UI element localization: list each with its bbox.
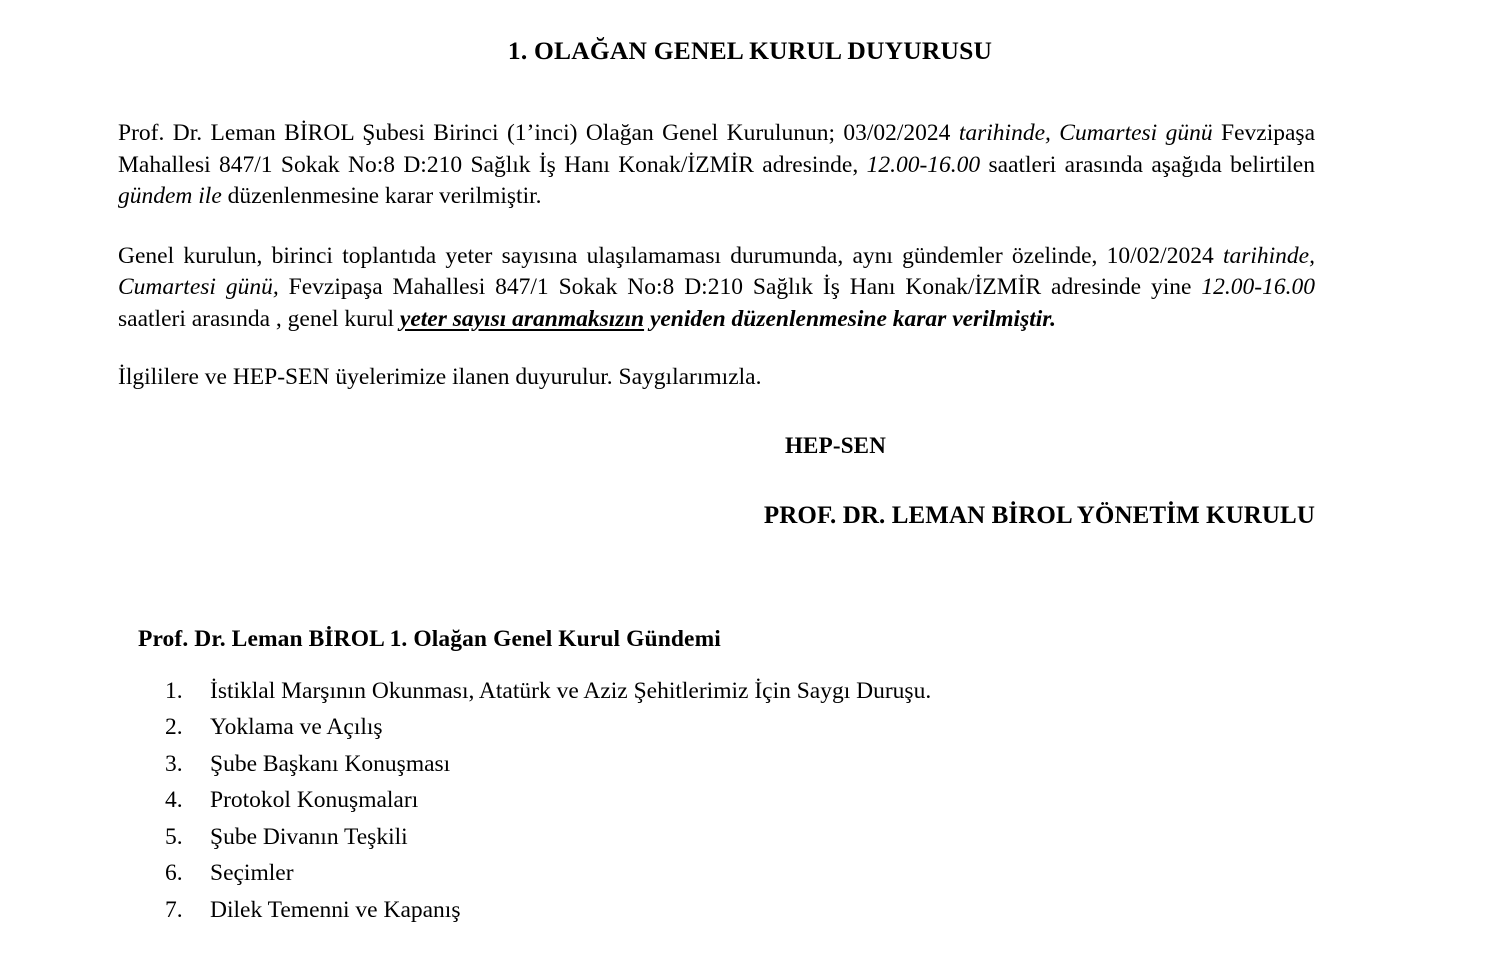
signature-organization-label: HEP-SEN	[784, 432, 887, 458]
paragraph-2-segment-3: Fevzipaşa Mahallesi 847/1 Sokak No:8 D:210 Sağlık İş Hanı Konak/İZMİR adresinde yine	[278, 274, 1202, 301]
agenda-item-label: Seçimler	[210, 860, 294, 887]
agenda-heading: Prof. Dr. Leman BİROL 1. Olağan Genel Kurul Gündemi	[138, 625, 721, 652]
agenda-item-number: 1.	[165, 677, 183, 704]
agenda-list	[165, 673, 1500, 929]
agenda-item-number: 5.	[165, 823, 183, 850]
agenda-item-number: 2.	[165, 714, 183, 741]
paragraph-2-segment-7-bold-italic: yeniden düzenlenmesine karar verilmiştir.	[644, 305, 1056, 332]
agenda-item-number: 6.	[165, 860, 183, 887]
paragraph-1-segment-7: düzenlenmesine karar verilmiştir.	[221, 183, 542, 210]
announcement-paragraph-2	[118, 241, 1315, 336]
paragraph-2-segment-1: Genel kurulun, birinci toplantıda yeter sayısına ulaşılamaması durumunda, aynı gündemler özelinde, 10/02/2024	[118, 242, 1223, 269]
agenda-item-label: İstiklal Marşının Okunması, Atatürk ve Aziz Şehitlerimiz İçin Saygı Duruşu.	[210, 677, 932, 704]
paragraph-1-segment-4-italic: 12.00-16.00	[866, 151, 981, 178]
paragraph-1-segment-6-italic: gündem ile	[118, 183, 222, 210]
paragraph-2-segment-4-italic: 12.00-16.00	[1201, 274, 1315, 301]
agenda-item-label: Yoklama ve Açılış	[210, 714, 383, 741]
signature-organization	[118, 433, 1315, 459]
agenda-item-label: Şube Divanın Teşkili	[210, 823, 408, 850]
paragraph-2-segment-2-italic: tarihinde, Cumartesi günü,	[118, 242, 1315, 301]
paragraph-1-segment-5: saatleri arasında aşağıda belirtilen	[980, 151, 1315, 178]
agenda-item-number: 7.	[165, 896, 183, 923]
quorum-waiver-emphasis: yeter sayısı aranmaksızın	[399, 305, 645, 332]
list-item	[165, 746, 1500, 783]
signature-board: PROF. DR. LEMAN BİROL YÖNETİM KURULU	[763, 501, 1315, 529]
agenda-item-label: Şube Başkanı Konuşması	[210, 750, 451, 777]
agenda-item-number: 4.	[165, 787, 183, 814]
agenda-item-label: Dilek Temenni ve Kapanış	[210, 896, 461, 923]
announcement-paragraph-1	[118, 118, 1315, 213]
list-item	[165, 855, 1500, 892]
page-title: 1. OLAĞAN GENEL KURUL DUYURUSU	[507, 36, 993, 65]
list-item	[165, 819, 1500, 856]
paragraph-2-segment-5: saatleri arasında , genel kurul	[118, 305, 400, 332]
paragraph-1-segment-1: Prof. Dr. Leman BİROL Şubesi Birinci (1’inci) Olağan Genel Kurulunun; 03/02/2024	[118, 120, 959, 147]
list-item	[165, 782, 1500, 819]
agenda-item-label: Protokol Konuşmaları	[210, 787, 419, 814]
announcement-paragraph-3: İlgililere ve HEP-SEN üyelerimize ilanen duyurulur. Saygılarımızla.	[118, 364, 762, 391]
list-item	[165, 709, 1500, 746]
paragraph-1-segment-3: Fevzipaşa Mahallesi 847/1 Sokak No:8 D:210 Sağlık İş Hanı Konak/İZMİR adresinde,	[118, 120, 1315, 178]
list-item	[165, 673, 1500, 710]
list-item	[165, 892, 1500, 929]
agenda-item-number: 3.	[165, 750, 183, 777]
paragraph-1-segment-2-italic: tarihinde, Cumartesi günü	[958, 120, 1213, 147]
